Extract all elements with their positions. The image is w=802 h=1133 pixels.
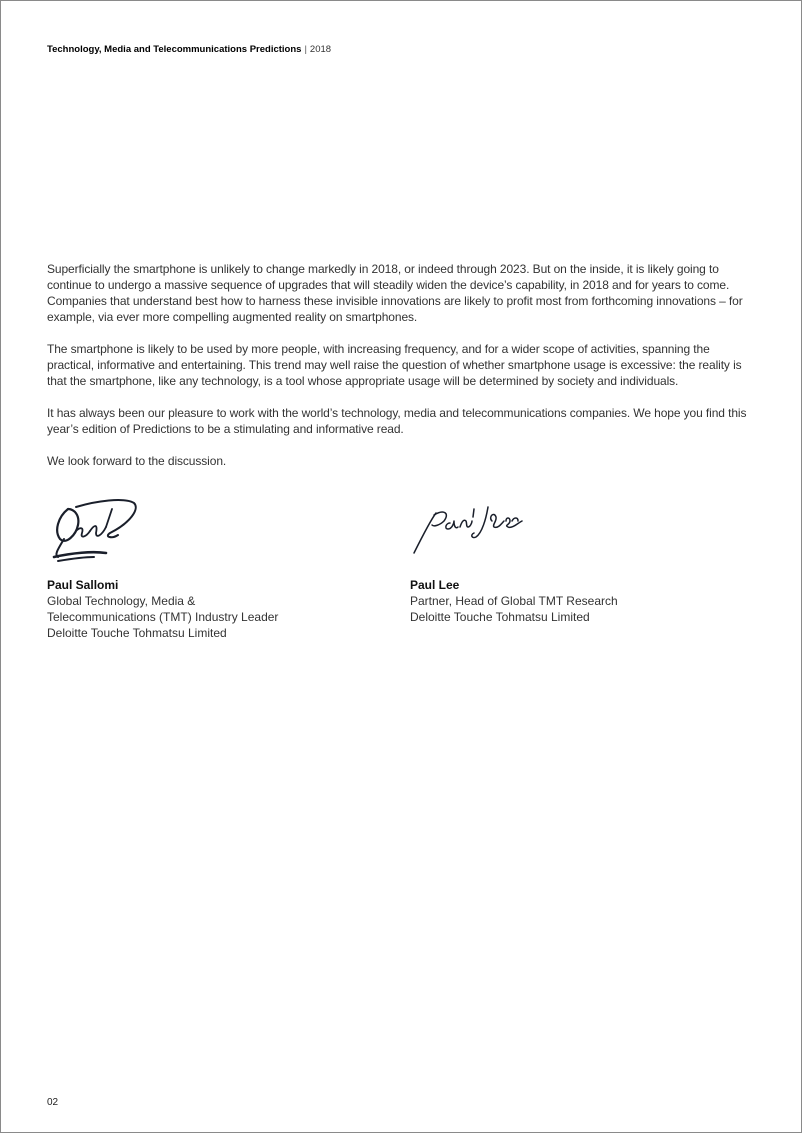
paragraph-3: It has always been our pleasure to work with the world’s technology, media and telecommunications companies. We hope you find this year’s edition of Predictions to be a stimulating and informative read. [47, 406, 747, 436]
letter-body [47, 261, 757, 485]
signature-paul-sallomi [46, 497, 142, 569]
running-header [47, 44, 331, 55]
signatory-name: Paul Lee [410, 578, 460, 592]
signatory-organisation: Deloitte Touche Tohmatsu Limited [410, 610, 590, 624]
signatory-title-line: Partner, Head of Global TMT Research [410, 594, 618, 608]
paragraph-1: Superficially the smartphone is unlikely to change markedly in 2018, or indeed through 2023. But on the inside, it is likely going to continue to undergo a massive sequence of upgrades that will steadily widen the device’s capability, in 2018 and for years to come. Companies that understand best how to harness these invisible innovations are likely to profit most from forthcoming innovations – for example, via ever more compelling augmented reality on smartphones. [47, 262, 743, 324]
signatory-name: Paul Sallomi [47, 578, 119, 592]
signatory-title-line: Telecommunications (TMT) Industry Leader [47, 610, 279, 624]
signatory-title-line: Global Technology, Media & [47, 594, 196, 608]
signature-paul-lee [410, 503, 530, 557]
signatory-paul-lee [410, 577, 710, 625]
paragraph-2: The smartphone is likely to be used by more people, with increasing frequency, and for a wider scope of activities, spanning the practical, informative and entertaining. This trend may well raise the question of whether smartphone usage is excessive: the reality is that the smartphone, like any technology, is a tool whose appropriate usage will be determined by society and individuals. [47, 342, 742, 388]
page-number: 02 [47, 1097, 59, 1108]
signatory-organisation: Deloitte Touche Tohmatsu Limited [47, 626, 227, 640]
header-separator: | [304, 44, 307, 55]
paragraph-4: We look forward to the discussion. [47, 454, 227, 468]
publication-title: Technology, Media and Telecommunications Predictions [47, 44, 302, 55]
publication-year: 2018 [309, 44, 332, 55]
signatory-paul-sallomi [47, 577, 347, 641]
